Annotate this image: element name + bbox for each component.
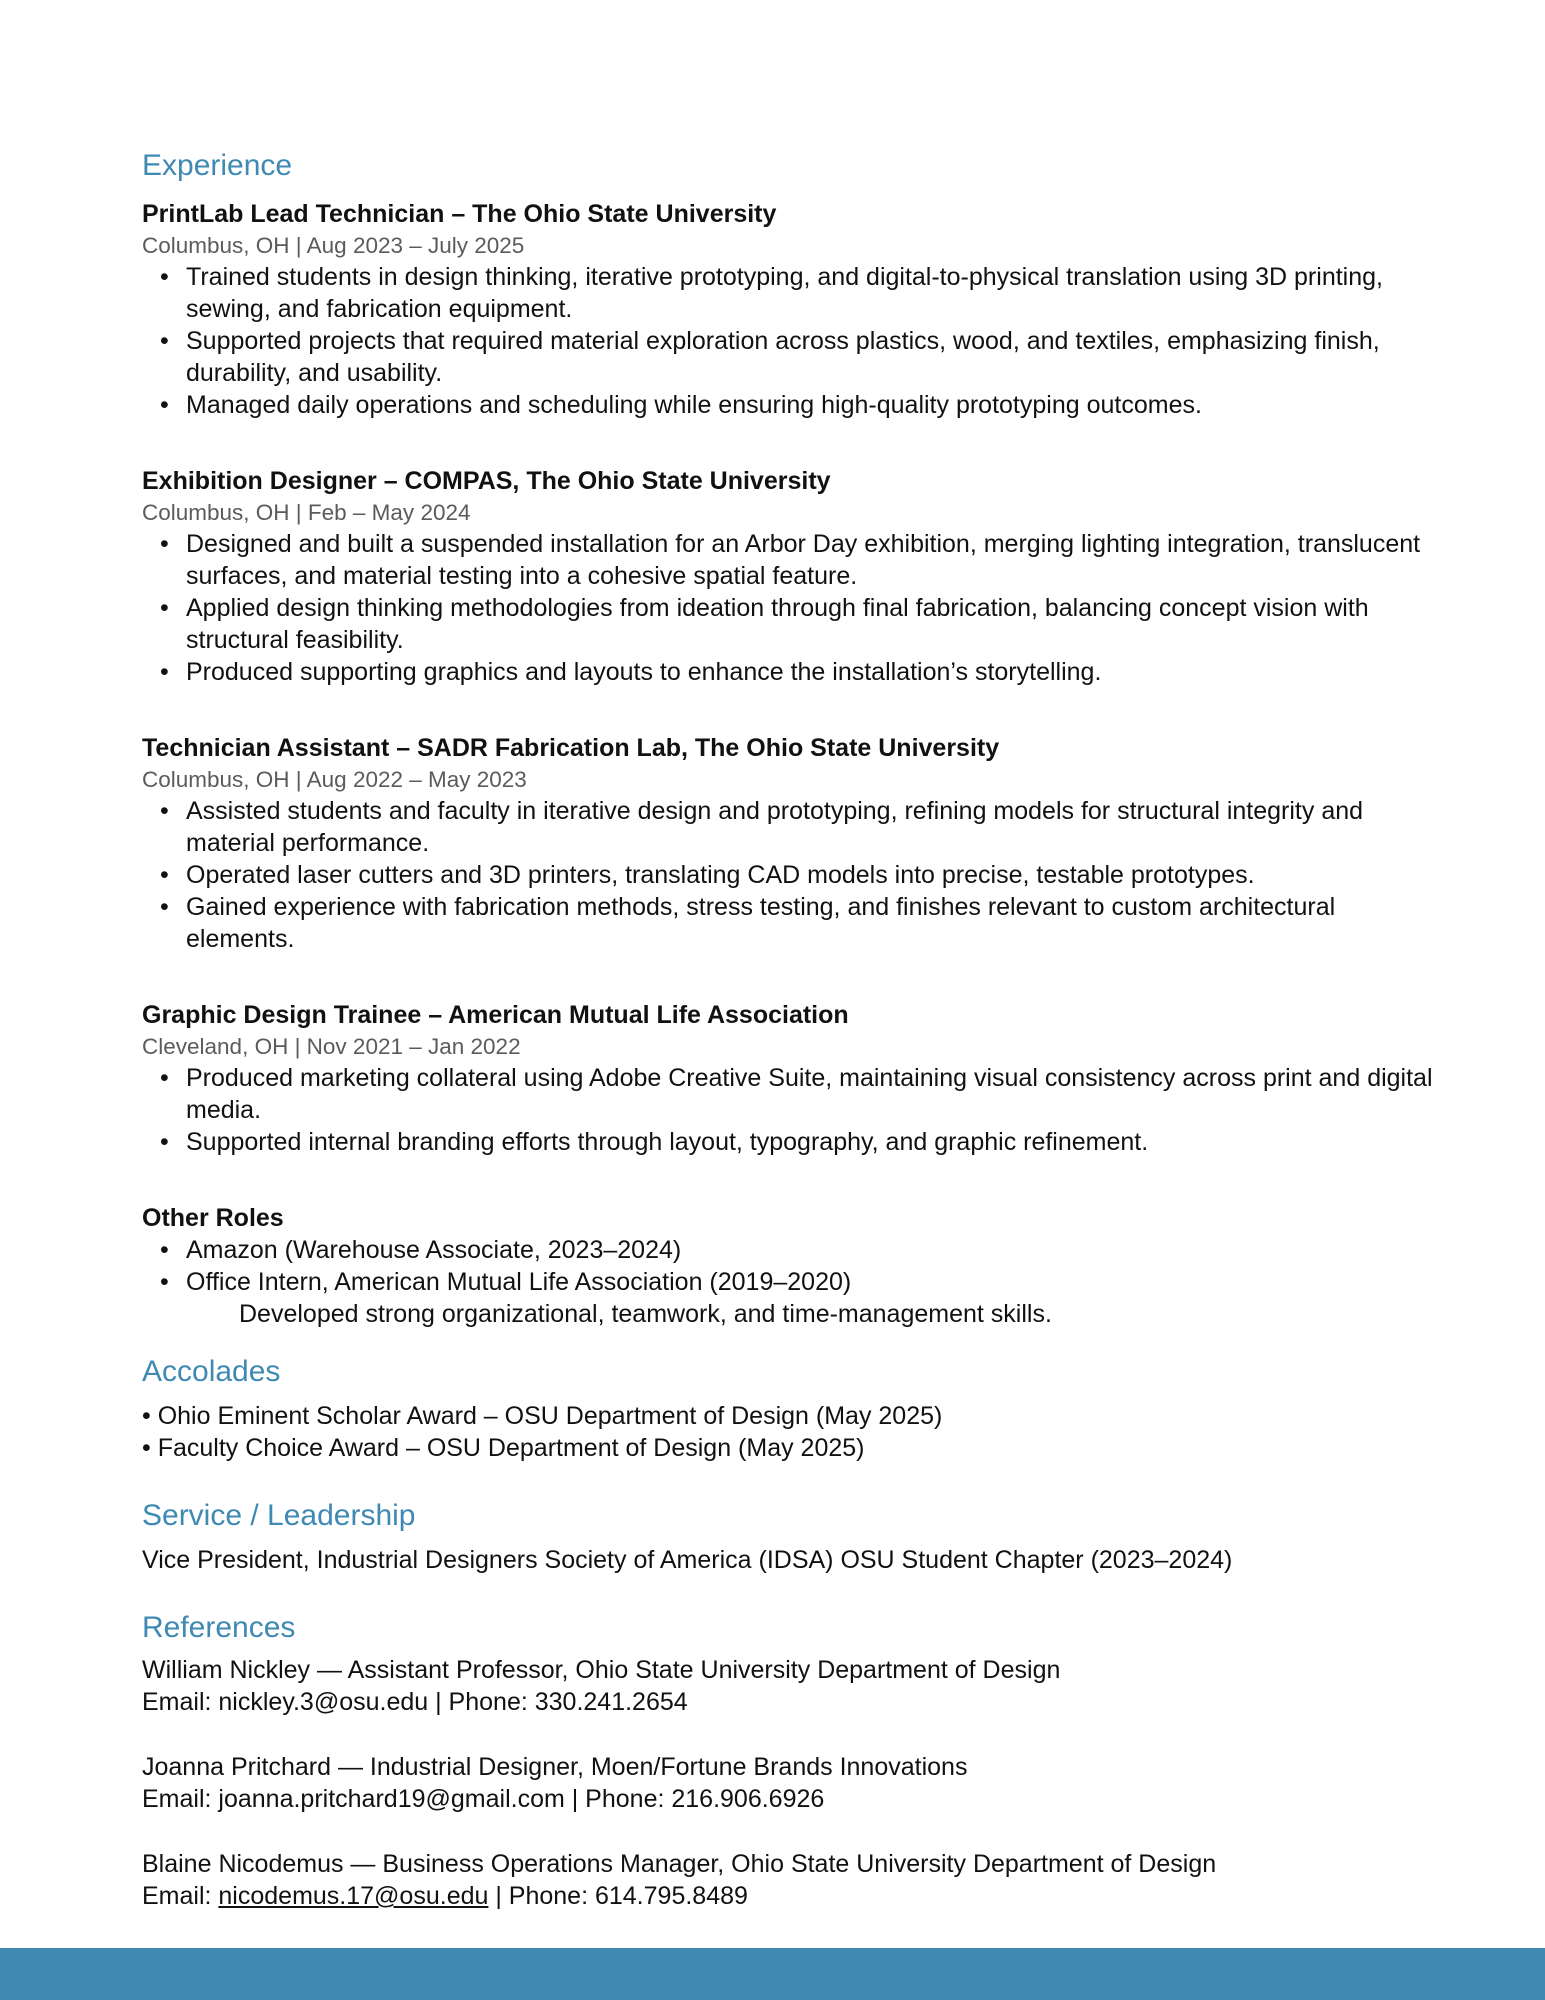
- bullet-dot: •: [160, 658, 169, 686]
- accolade-item: • Faculty Choice Award – OSU Department of Design (May 2025): [142, 1434, 865, 1462]
- other-roles-note: Developed strong organizational, teamwork, and time-management skills.: [239, 1300, 1052, 1328]
- phone-text: | Phone: 330.241.2654: [428, 1688, 688, 1716]
- resume-page: [142, 148, 1442, 1912]
- bullet-item: [142, 1126, 1442, 1158]
- email-label: Email:: [142, 1688, 219, 1716]
- bullet-text: Office Intern, American Mutual Life Association (2019–2020): [186, 1268, 852, 1296]
- bullet-text: Applied design thinking methodologies from ideation through final fabrication, balancing concept vision with structural feasibility.: [186, 594, 1369, 654]
- other-roles-list: [142, 1234, 1442, 1298]
- job-entry: [142, 198, 1442, 421]
- bullet-dot: •: [160, 1268, 169, 1296]
- other-roles: [142, 1202, 1442, 1330]
- reference-contact: [142, 1880, 1442, 1912]
- bullet-text: Designed and built a suspended installation for an Arbor Day exhibition, merging lighting integration, translucent surfaces, and material testing into a cohesive spatial feature.: [186, 530, 1421, 590]
- email-link[interactable]: joanna.pritchard19@gmail.com: [218, 1785, 565, 1813]
- bullet-text: Supported projects that required material exploration across plastics, wood, and textiles, emphasizing finish, durability, and usability.: [186, 327, 1380, 387]
- bullet-text: Produced marketing collateral using Adobe Creative Suite, maintaining visual consistency across print and digital media.: [186, 1064, 1433, 1124]
- reference-contact: [142, 1783, 1442, 1815]
- bullet-item: [142, 1266, 1442, 1298]
- accolades-list: [142, 1400, 1442, 1464]
- job-meta: Cleveland, OH | Nov 2021 – Jan 2022: [142, 1034, 521, 1059]
- bullet-dot: •: [160, 594, 169, 622]
- job-title: Exhibition Designer – COMPAS, The Ohio State University: [142, 467, 831, 495]
- job-entry: [142, 732, 1442, 955]
- bullet-dot: •: [160, 1236, 169, 1264]
- bullet-item: [142, 592, 1442, 656]
- job-title: Graphic Design Trainee – American Mutual Life Association: [142, 1001, 849, 1029]
- bullet-dot: •: [160, 391, 169, 419]
- bullet-dot: •: [160, 893, 169, 921]
- bullet-dot: •: [160, 327, 169, 355]
- reference-contact: [142, 1686, 1442, 1718]
- job-meta: Columbus, OH | Feb – May 2024: [142, 500, 471, 525]
- job-bullets: [142, 261, 1442, 421]
- bullet-text: Operated laser cutters and 3D printers, translating CAD models into precise, testable prototypes.: [186, 861, 1255, 889]
- bullet-item: [142, 325, 1442, 389]
- job-entry: [142, 999, 1442, 1158]
- bullet-item: [142, 528, 1442, 592]
- bullet-dot: •: [160, 530, 169, 558]
- service-heading: Service / Leadership: [142, 1499, 416, 1532]
- accolades-heading: Accolades: [142, 1355, 281, 1388]
- bullet-text: Supported internal branding efforts through layout, typography, and graphic refinement.: [186, 1128, 1149, 1156]
- bullet-text: Produced supporting graphics and layouts to enhance the installation’s storytelling.: [186, 658, 1102, 686]
- bullet-dot: •: [160, 263, 169, 291]
- phone-text: | Phone: 614.795.8489: [488, 1882, 748, 1910]
- bullet-item: [142, 1234, 1442, 1266]
- bullet-item: [142, 1062, 1442, 1126]
- reference-entry: [142, 1751, 1442, 1815]
- job-meta: Columbus, OH | Aug 2022 – May 2023: [142, 767, 527, 792]
- reference-name: William Nickley — Assistant Professor, Ohio State University Department of Design: [142, 1656, 1061, 1684]
- job-bullets: [142, 795, 1442, 955]
- footer-accent-bar: [0, 1948, 1545, 2000]
- bullet-text: Managed daily operations and scheduling while ensuring high-quality prototyping outcomes.: [186, 391, 1202, 419]
- job-bullets: [142, 1062, 1442, 1158]
- bullet-item: [142, 261, 1442, 325]
- bullet-item: [142, 891, 1442, 955]
- job-bullets: [142, 528, 1442, 688]
- references-heading: References: [142, 1611, 296, 1644]
- bullet-dot: •: [160, 861, 169, 889]
- service-text: Vice President, Industrial Designers Society of America (IDSA) OSU Student Chapter (2023–2024): [142, 1546, 1233, 1574]
- bullet-item: [142, 795, 1442, 859]
- other-roles-title: Other Roles: [142, 1204, 284, 1232]
- email-link[interactable]: nicodemus.17@osu.edu: [218, 1882, 489, 1910]
- job-meta: Columbus, OH | Aug 2023 – July 2025: [142, 233, 525, 258]
- reference-entry: [142, 1654, 1442, 1718]
- job-title: PrintLab Lead Technician – The Ohio State University: [142, 200, 777, 228]
- reference-entry: [142, 1848, 1442, 1912]
- email-label: Email:: [142, 1785, 219, 1813]
- phone-text: | Phone: 216.906.6926: [564, 1785, 825, 1813]
- bullet-text: Gained experience with fabrication methods, stress testing, and finishes relevant to custom architectural elements.: [186, 893, 1336, 953]
- email-label: Email:: [142, 1882, 219, 1910]
- bullet-dot: •: [160, 797, 169, 825]
- email-link[interactable]: nickley.3@osu.edu: [218, 1688, 429, 1716]
- bullet-text: Assisted students and faculty in iterative design and prototyping, refining models for structural integrity and material performance.: [186, 797, 1364, 857]
- job-entry: [142, 465, 1442, 688]
- reference-name: Blaine Nicodemus — Business Operations Manager, Ohio State University Department of Design: [142, 1850, 1217, 1878]
- bullet-dot: •: [160, 1064, 169, 1092]
- bullet-text: Amazon (Warehouse Associate, 2023–2024): [186, 1236, 682, 1264]
- accolade-item: • Ohio Eminent Scholar Award – OSU Department of Design (May 2025): [142, 1402, 943, 1430]
- bullet-dot: •: [160, 1128, 169, 1156]
- bullet-item: [142, 389, 1442, 421]
- references-list: [142, 1654, 1442, 1912]
- bullet-text: Trained students in design thinking, iterative prototyping, and digital-to-physical translation using 3D printing, sewing, and fabrication equipment.: [186, 263, 1383, 323]
- job-title: Technician Assistant – SADR Fabrication Lab, The Ohio State University: [142, 734, 1000, 762]
- bullet-item: [142, 656, 1442, 688]
- reference-name: Joanna Pritchard — Industrial Designer, Moen/Fortune Brands Innovations: [142, 1753, 968, 1781]
- bullet-item: [142, 859, 1442, 891]
- experience-heading: Experience: [142, 149, 293, 182]
